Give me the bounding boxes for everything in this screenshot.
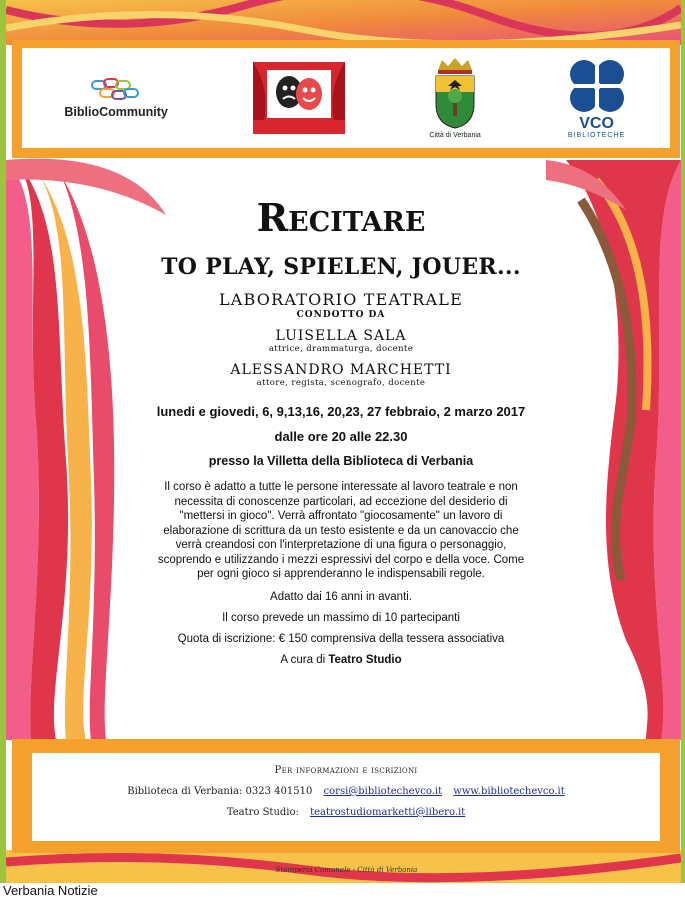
organizer-prefix: A cura di — [280, 653, 326, 666]
teatro-studio-logo — [253, 62, 345, 134]
poster-subtitle: TO PLAY, SPIELEN, JOUER... — [161, 254, 521, 280]
conducted-by: CONDOTTO DA — [296, 310, 386, 320]
age-requirement: Adatto dai 16 anni in avanti. — [270, 590, 412, 603]
teatro-label: Teatro Studio: — [226, 807, 299, 818]
info-title: Per informazioni e iscrizioni — [274, 765, 418, 776]
city-of-verbania-logo — [429, 58, 480, 139]
logo-band — [12, 40, 680, 158]
coat-of-arms-icon — [430, 58, 480, 130]
course-location: presso la Villetta della Biblioteca di Verbania — [208, 454, 474, 468]
course-time: dalle ore 20 alle 22.30 — [274, 429, 408, 444]
logo-strip — [22, 48, 670, 148]
library-email-link[interactable]: corsi@bibliotechevco.it — [323, 786, 443, 797]
library-phone: Biblioteca di Verbania: 0323 401510 — [127, 786, 313, 797]
poster-title: Recitare — [256, 195, 426, 240]
vco-biblioteche-logo — [566, 58, 628, 139]
vco-subtitle: BIBLIOTECHE — [567, 131, 626, 139]
course-dates: lunedi e giovedi, 6, 9,13,16, 20,23, 27 febbraio, 2 marzo 2017 — [156, 404, 526, 419]
course-description: Il corso è adatto a tutte le persone interessate al lavoro teatrale e non necessita di conoscenze particolari, ad eccezione del desiderio di "mettersi in gioco". Verrà affrontato "giocosamente" un lavoro di elaborazione di scrittura da un testo esistente e da un canovaccio che verrà creandosi con l'interpretazione di una figura o personaggio, scoprendo e utilizzando i mezzi espressivi del corpo e della voce. Come per ogni gioco si apprenderanno le indispensabili regole. — [157, 481, 525, 580]
printer-footer: Stamperia Comunale - Città di Verbania — [275, 866, 418, 874]
bibliocommunity-icon — [90, 77, 142, 103]
max-participants: Il corso prevede un massimo di 10 partecipanti — [222, 611, 460, 624]
bibliocommunity-label: BiblioCommunity — [64, 105, 168, 119]
info-box — [32, 753, 660, 841]
vco-label: VCO — [579, 114, 614, 132]
organizer-line — [106, 654, 576, 666]
source-credit: Verbania Notizie — [3, 883, 98, 898]
lab-heading: LABORATORIO TEATRALE — [218, 290, 464, 309]
library-contact — [32, 786, 660, 797]
person-role: attore, regista, scenografo, docente — [256, 378, 426, 388]
poster-content — [106, 196, 576, 666]
person-name: ALESSANDRO MARCHETTI — [230, 362, 452, 378]
teatro-email-link[interactable]: teatrostudiomarketti@libero.it — [310, 807, 466, 818]
teatro-contact — [32, 807, 660, 818]
theatre-masks-icon — [253, 62, 345, 134]
organizer-name: Teatro Studio — [328, 653, 402, 666]
bibliocommunity-logo — [64, 77, 167, 119]
person-name: LUISELLA SALA — [275, 328, 407, 344]
city-label: Città di Verbania — [429, 131, 481, 139]
registration-fee: Quota di iscrizione: € 150 comprensiva della tessera associativa — [177, 632, 505, 645]
vco-quatrefoil-icon — [566, 58, 628, 114]
library-website-link[interactable]: www.bibliotechevco.it — [453, 786, 565, 797]
info-band — [12, 739, 680, 853]
person-role: attrice, drammaturga, docente — [268, 344, 414, 354]
